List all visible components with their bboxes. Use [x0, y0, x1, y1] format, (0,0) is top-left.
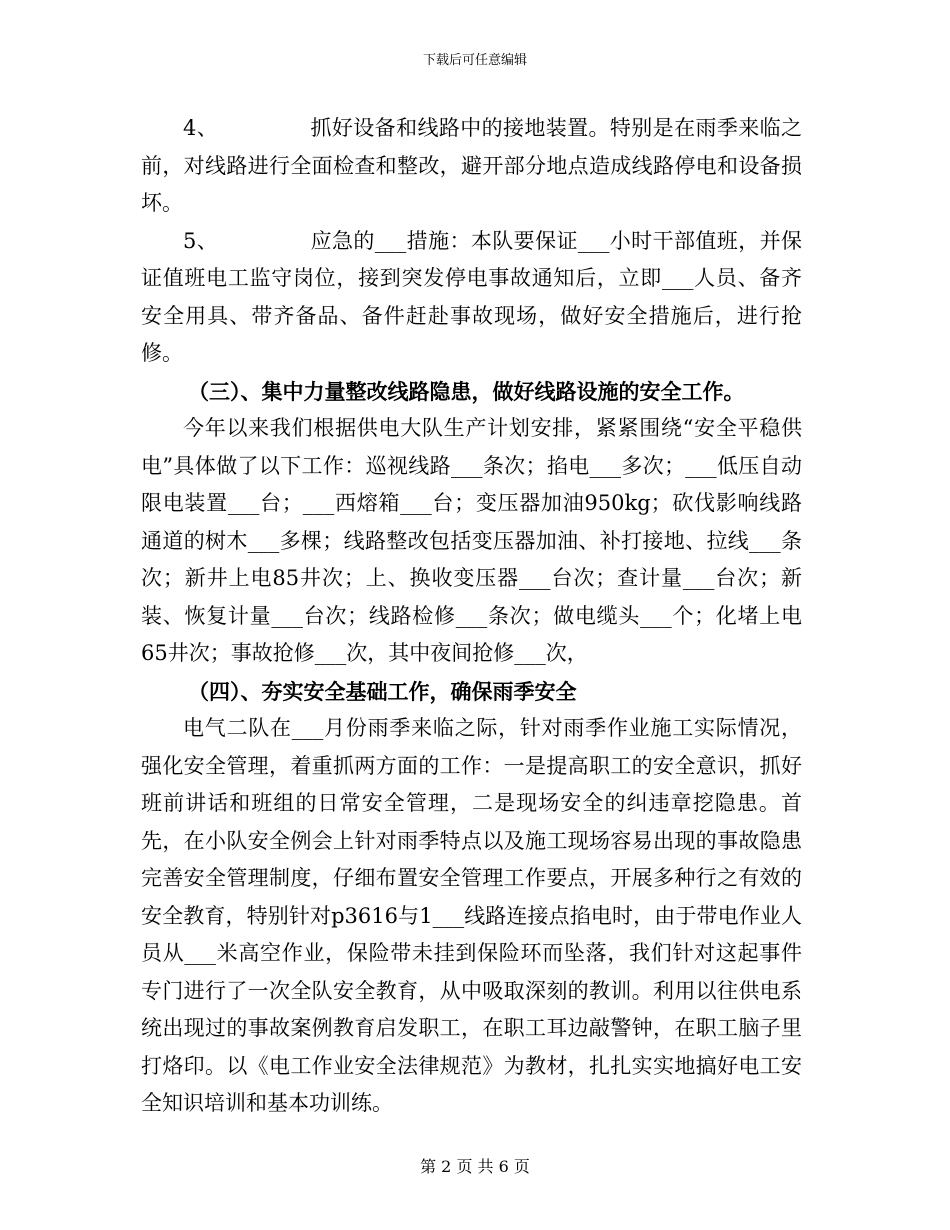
- page-number: 第 2 页 共 6 页: [420, 1157, 530, 1176]
- section-3-heading: （三）、集中力量整改线路隐患，做好线路设施的安全工作。: [188, 378, 745, 404]
- header-note: 下载后可任意编辑: [422, 53, 527, 68]
- item-4-paragraph: [141, 110, 802, 223]
- work-summary-paragraph: 今年以来我们根据供电大队生产计划安排，紧紧围绕“安全平稳供电”具体做了以下工作：巡视线路___条次；掐电___多次；___低压自动限电装置___台；___西熔箱___台；变压器加油950kg；砍伐影响线路通道的树木___多棵；线路整改包括变压器加油、补打接地、拉线___条次；新井上电85井次；上、换收变压器___台次；查计量___台次；新装、恢复计量___台次；线路检修___条次；做电缆头___个；化堵上电65井次；事故抢修___次，其中夜间抢修___次，: [141, 416, 802, 665]
- item-4-number: 4、: [183, 116, 219, 140]
- section-4-heading: （四）、夯实安全基础工作，确保雨季安全: [188, 678, 577, 704]
- item-5-paragraph: [141, 223, 802, 373]
- item-5-text: 应急的___措施：本队要保证___小时干部值班，并保证值班电工监守岗位，接到突发停电事故通知后，立即___人员、备齐安全用具、带齐备品、备件赶赴事故现场，做好安全措施后，进行抢修。: [141, 228, 802, 365]
- document-body: [141, 110, 802, 1123]
- item-4-text: 抓好设备和线路中的接地装置。特别是在雨季来临之前，对线路进行全面检查和整改，避开部分地点造成线路停电和设备损坏。: [141, 116, 802, 215]
- safety-paragraph: 电气二队在___月份雨季来临之际，针对雨季作业施工实际情况，强化安全管理，着重抓两方面的工作：一是提高职工的安全意识，抓好班前讲话和班组的日常安全管理，二是现场安全的纠违章挖隐患。首先，在小队安全例会上针对雨季特点以及施工现场容易出现的事故隐患完善安全管理制度，仔细布置安全管理工作要点，开展多种行之有效的安全教育，特别针对p3616与1___线路连接点掐电时，由于带电作业人员从___米高空作业，保险带未挂到保险环而坠落，我们针对这起事件专门进行了一次全队安全教育，从中吸取深刻的教训。利用以往供电系统出现过的事故案例教育启发职工，在职工耳边敲警钟，在职工脑子里打烙印。以《电工作业安全法律规范》为教材，扎扎实实地搞好电工安全知识培训和基本功训练。: [141, 716, 802, 1115]
- item-5-number: 5、: [183, 228, 219, 253]
